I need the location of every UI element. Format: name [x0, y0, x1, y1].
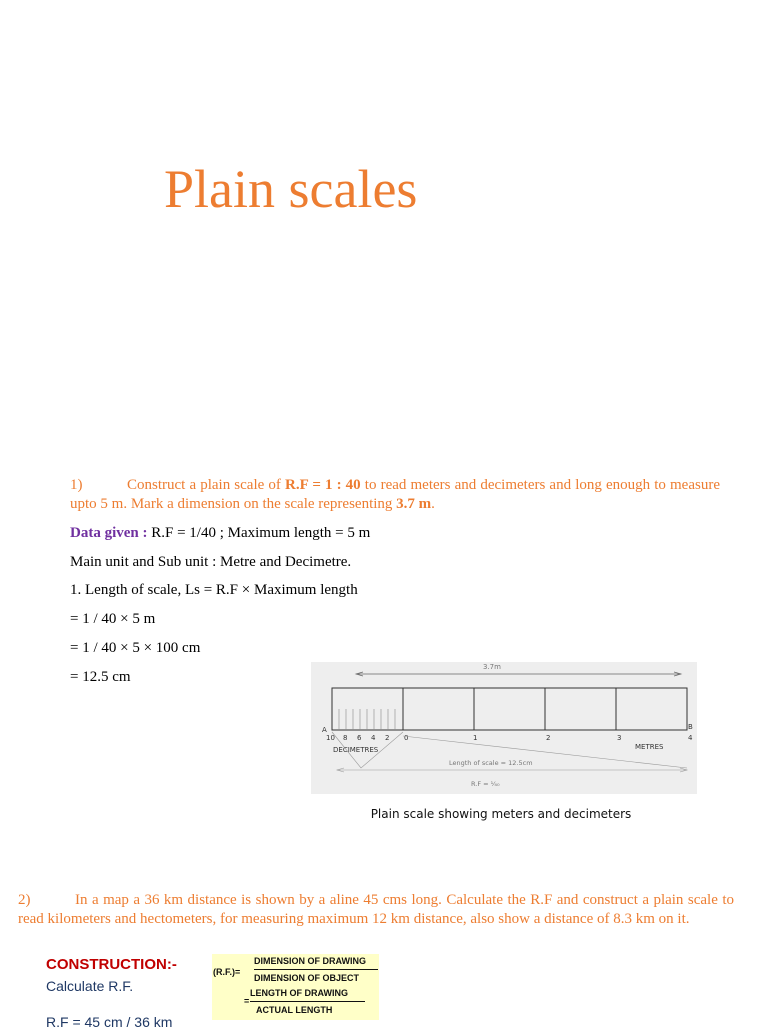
length-formula-line: 1. Length of scale, Ls = R.F × Maximum length: [70, 582, 358, 598]
construction-heading: CONSTRUCTION:-: [46, 956, 177, 973]
main-tick-4: 4: [688, 734, 693, 742]
sub-tick-8: 8: [343, 734, 348, 742]
metres-label: METRES: [635, 743, 664, 751]
units-line: Main unit and Sub unit : Metre and Decimetre.: [70, 554, 352, 570]
formula-lhs: (R.F.)=: [213, 967, 241, 977]
label-b: B: [688, 723, 693, 731]
formula-num-1: DIMENSION OF DRAWING: [254, 956, 366, 966]
formula-den-2: ACTUAL LENGTH: [256, 1005, 333, 1015]
data-given-label: Data given :: [70, 525, 148, 541]
scale-rectangle: [332, 688, 687, 730]
sub-tick-6: 6: [357, 734, 362, 742]
label-a: A: [322, 726, 327, 734]
formula-eq: =: [244, 996, 250, 1006]
data-given-value: R.F = 1/40 ; Maximum length = 5 m: [147, 525, 371, 541]
figure-caption: Plain scale showing meters and decimeters: [370, 807, 632, 821]
formula-num-2: LENGTH OF DRAWING: [250, 988, 348, 998]
problem-2-number: 2): [18, 892, 31, 908]
sub-tick-2: 2: [385, 734, 390, 742]
plain-scale-figure: [311, 662, 697, 794]
sub-tick-0: 0: [404, 734, 409, 742]
problem-1: [70, 476, 720, 514]
rf-note: R.F = ¹⁄₄₀: [471, 780, 500, 788]
main-tick-2: 2: [546, 734, 551, 742]
calc-step-1: = 1 / 40 × 5 m: [70, 611, 156, 627]
problem-1-rf: R.F = 1 : 40: [285, 477, 361, 493]
data-given: [70, 524, 370, 543]
decimetres-label: DECIMETRES: [333, 746, 379, 754]
page-title: Plain scales: [164, 159, 418, 219]
problem-1-text-b: to read meters and decimeters and long enough to measure upto 5 m. Mark a dimension on the scale representing: [70, 477, 720, 512]
calc-result: = 12.5 cm: [70, 669, 131, 685]
problem-1-text-c: .: [431, 496, 435, 512]
calc-step-2: = 1 / 40 × 5 × 100 cm: [70, 640, 201, 656]
problem-1-number: 1): [70, 477, 83, 493]
construction-line: [403, 736, 687, 768]
sub-tick-4: 4: [371, 734, 376, 742]
sub-tick-10: 10: [326, 734, 335, 742]
problem-2-text: In a map a 36 km distance is shown by a aline 45 cms long. Calculate the R.F and construct a plain scale to read kilometers and hectometers, for measuring maximum 12 km distance, also show a distance of 8.3 km on it.: [18, 892, 734, 927]
rf-formula-box: [212, 954, 379, 1020]
dim-label: 3.7m: [483, 663, 501, 671]
length-note: Length of scale = 12.5cm: [449, 759, 533, 767]
fraction-bar-2: [250, 1001, 365, 1002]
problem-1-text-a: Construct a plain scale of: [127, 477, 286, 493]
formula-den-1: DIMENSION OF OBJECT: [254, 973, 360, 983]
fraction-bar-1: [254, 969, 378, 970]
construction-step: Calculate R.F.: [46, 978, 134, 994]
problem-2: [18, 891, 734, 929]
main-tick-3: 3: [617, 734, 622, 742]
main-tick-1: 1: [473, 734, 478, 742]
rf-calculation: R.F = 45 cm / 36 km: [46, 1014, 173, 1030]
plain-scale-drawing: [311, 662, 697, 794]
problem-1-dimension: 3.7 m: [396, 496, 432, 512]
